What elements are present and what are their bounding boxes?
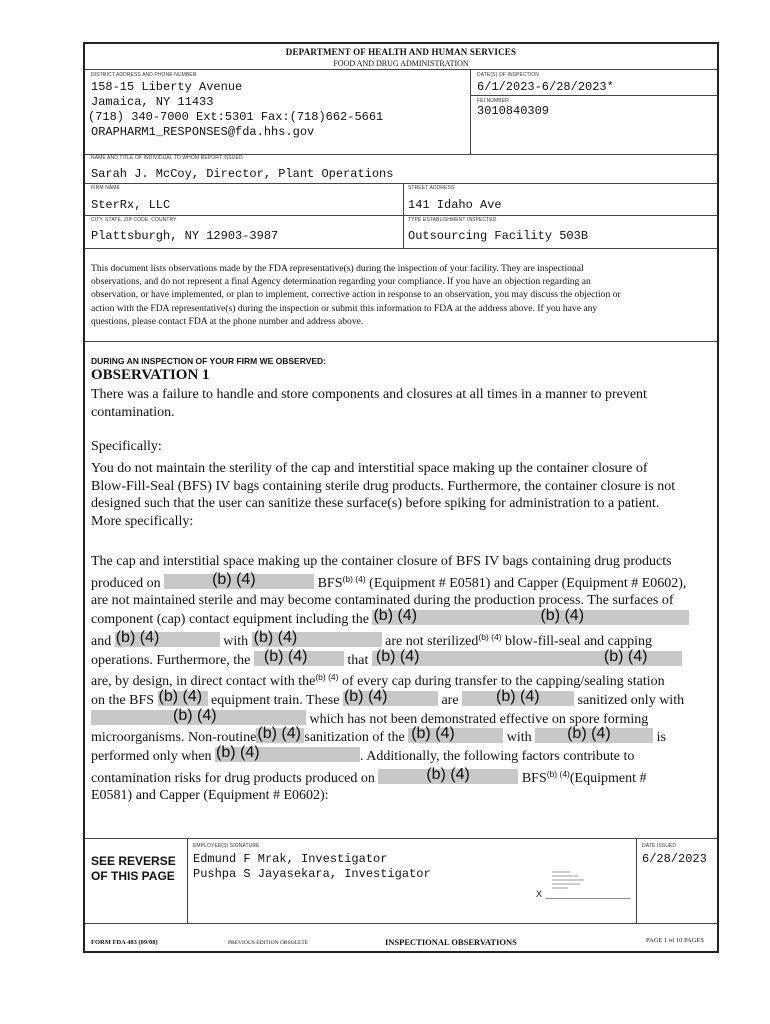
inspection-dates: 6/1/2023-6/28/2023* — [477, 80, 614, 94]
street-address: 141 Idaho Ave — [408, 198, 502, 212]
text-run: sanitization of the — [304, 730, 405, 746]
text-line: You do not maintain the sterility of the cap and interstitial space making up the container closure of — [91, 461, 648, 476]
intro-line: observation, or have implemented, or plan to implement, corrective action in response to an observation, you may discuss the objection or — [91, 289, 621, 301]
previous-edition-note: PREVIOUS EDITION OBSOLETE — [228, 940, 309, 946]
redaction-box — [164, 570, 314, 589]
city-state-zip: Plattsburgh, NY 12903-3987 — [91, 229, 279, 243]
employee-signature-label: EMPLOYEE(S) SIGNATURE — [193, 843, 260, 849]
see-reverse-note — [91, 854, 176, 884]
redaction-label: (b) (4) — [375, 647, 420, 665]
divider — [85, 215, 717, 216]
divider — [85, 341, 717, 342]
text-line: More specifically: — [91, 514, 194, 530]
text-run: BFS — [317, 575, 343, 591]
redaction-box — [408, 725, 503, 743]
date-issued-label: DATE ISSUED — [642, 843, 677, 849]
divider — [85, 248, 717, 249]
observation-heading: DURING AN INSPECTION OF YOUR FIRM WE OBSERVED: — [91, 356, 327, 366]
text-line: designed such that the user can sanitize these surface(s) before spiking for administration to a patient. — [91, 496, 660, 512]
redaction-label: (b) (4) — [546, 768, 570, 779]
redaction-box — [343, 687, 438, 706]
text-run: of every cap during transfer to the capping/sealing station — [341, 674, 665, 690]
redaction-label: (b) (4) — [158, 687, 203, 705]
text-run: which has not been demonstrated effective on spore forming — [309, 711, 649, 727]
redaction-label: (b) (4) — [257, 725, 301, 743]
redaction-label: (b) (4) — [253, 628, 298, 646]
redaction-box — [378, 765, 518, 784]
intro-line: action with the FDA representative(s) during the inspection or submit this information to FDA at the address above. If you have any — [91, 302, 598, 314]
district-label: DISTRICT ADDRESS AND PHONE NUMBER — [91, 72, 197, 78]
text-line — [91, 706, 717, 729]
text-line: There was a failure to handle and store components and closures at all times in a manner to prevent — [91, 387, 647, 402]
inspection-dates-label: DATE(S) OF INSPECTION — [477, 72, 540, 78]
redaction-box — [254, 647, 344, 666]
electronic-signature — [534, 867, 630, 903]
see-reverse-line: OF THIS PAGE — [91, 869, 175, 883]
text-run: produced on — [91, 575, 161, 591]
fei-number: 3010840309 — [477, 104, 550, 118]
redaction-label: (b) (4) — [373, 607, 418, 625]
intro-notice — [91, 262, 713, 328]
redaction-label: (b) (4) — [212, 570, 256, 588]
text-run: on the BFS — [91, 692, 155, 708]
text-line: E0581) and Capper (Equipment # E0602): — [91, 788, 329, 804]
divider — [187, 838, 188, 923]
signature-x-mark: X — [536, 889, 543, 899]
establishment-type-label: TYPE ESTABLISHMENT INSPECTED — [408, 217, 497, 223]
page-number: PAGE 1 of 10 PAGES — [646, 937, 705, 944]
district-address-1: 158-15 Liberty Avenue — [91, 80, 243, 94]
fei-label: FEI NUMBER — [477, 98, 509, 104]
text-run: blow-fill-seal and capping — [505, 633, 652, 649]
text-run: are, by design, in direct contact with the — [91, 674, 316, 690]
text-line — [91, 607, 717, 629]
observation-redacted-text — [91, 553, 717, 805]
text-line: contamination. — [91, 404, 175, 420]
redaction-box — [115, 628, 220, 647]
recipient-name: Sarah J. McCoy, Director, Plant Operations — [91, 167, 394, 181]
digital-signature-stamp-icon — [550, 869, 590, 891]
see-reverse-line: SEE REVERSE — [91, 854, 176, 868]
redaction-label: (b) (4) — [173, 706, 217, 724]
redaction-box — [372, 607, 689, 625]
redaction-label: (b) (4) — [540, 607, 585, 625]
establishment-type: Outsourcing Facility 503B — [408, 229, 589, 243]
redaction-box — [91, 706, 306, 725]
department-title: DEPARTMENT OF HEALTH AND HUMAN SERVICES — [285, 47, 517, 57]
firm-name-label: FIRM NAME — [91, 185, 120, 191]
agency-title: FOOD AND DRUG ADMINISTRATION — [333, 59, 469, 68]
text-run: (Equipment # E0581) and Capper (Equipment # E0602), — [369, 575, 687, 591]
text-line — [91, 766, 717, 788]
divider — [636, 838, 637, 923]
text-run: is — [656, 730, 666, 746]
street-label: STREET ADDRESS — [408, 185, 455, 191]
text-line — [91, 647, 717, 670]
redaction-label: (b) (4) — [478, 631, 502, 642]
redaction-label: (b) (4) — [216, 744, 260, 762]
observation-summary — [91, 386, 647, 421]
redaction-label: (b) (4) — [411, 725, 455, 743]
text-run: microorganisms. Non-routine — [91, 730, 257, 746]
district-email: ORAPHARM1_RESPONSES@fda.hhs.gov — [91, 125, 315, 139]
redaction-label: (b) (4) — [342, 573, 366, 584]
redaction-label: (b) (4) — [603, 647, 648, 665]
intro-line: questions, please contact FDA at the phone number and address above. — [91, 315, 364, 327]
firm-name: SterRx, LLC — [91, 198, 171, 212]
redaction-label: (b) (4) — [315, 672, 339, 683]
redaction-label: (b) (4) — [567, 725, 611, 743]
redaction-label: (b) (4) — [343, 687, 388, 705]
text-run: and — [91, 633, 112, 649]
text-run: performed only when — [91, 749, 212, 765]
text-run: with — [506, 730, 532, 746]
redaction-label: (b) (4) — [496, 687, 540, 705]
investigator-1: Edmund F Mrak, Investigator — [193, 852, 388, 866]
observation-title: OBSERVATION 1 — [91, 367, 210, 383]
recipient-label: NAME AND TITLE OF INDIVIDUAL TO WHOM REPORT ISSUED — [91, 155, 243, 161]
text-run: equipment train. These — [211, 692, 340, 708]
text-run: are — [441, 692, 459, 708]
form-title: INSPECTIONAL OBSERVATIONS — [385, 937, 517, 947]
divider — [85, 69, 717, 70]
text-run: operations. Furthermore, the — [91, 652, 251, 668]
observation-detail — [91, 460, 675, 531]
text-run: (Equipment # — [569, 770, 647, 786]
divider — [85, 923, 717, 924]
redaction-box — [462, 687, 574, 706]
text-run: contamination risks for drug products produced on — [91, 770, 375, 786]
text-run: are not sterilized — [385, 633, 479, 649]
redaction-label: (b) (4) — [263, 647, 308, 665]
divider — [470, 69, 471, 154]
text-run: sanitized only with — [577, 692, 685, 708]
district-address-2: Jamaica, NY 11433 — [91, 95, 214, 109]
divider — [471, 95, 717, 96]
city-label: CITY, STATE, ZIP CODE, COUNTRY — [91, 217, 177, 223]
text-line: are not maintained sterile and may become contaminated during the production process. The surfaces of — [91, 593, 674, 609]
text-run: component (cap) contact equipment including the — [91, 612, 369, 628]
divider — [85, 838, 717, 839]
redaction-box — [215, 744, 360, 762]
text-line — [91, 744, 717, 766]
divider — [85, 183, 717, 184]
text-run: . Additionally, the following factors contribute to — [360, 749, 635, 765]
redaction-box — [535, 725, 653, 743]
redaction-box — [372, 647, 682, 666]
investigator-2: Pushpa S Jayasekara, Investigator — [193, 867, 431, 881]
intro-line: observations, and do not represent a final Agency determination regarding your compliance. If you have an objection regarding an — [91, 276, 591, 288]
redaction-label: (b) (4) — [426, 765, 470, 783]
intro-line: This document lists observations made by the FDA representative(s) during the inspection of your facility. They are inspectional — [91, 263, 584, 274]
specifically-label: Specifically: — [91, 439, 162, 454]
text-line — [91, 571, 717, 593]
form-number: FORM FDA 483 (09/08) — [91, 939, 158, 946]
text-run: that — [347, 652, 369, 668]
text-line: Blow-Fill-Seal (BFS) IV bags containing sterile drug products. Furthermore, the container closure is not — [91, 478, 676, 494]
signature-line — [546, 898, 630, 899]
redaction-box — [252, 628, 382, 647]
redaction-box — [256, 725, 304, 743]
text-line — [91, 725, 717, 747]
text-line: The cap and interstitial space making up the container closure of BFS IV bags containing drug products — [91, 554, 672, 569]
redaction-label: (b) (4) — [115, 628, 160, 646]
redaction-box — [158, 687, 208, 706]
text-run: BFS — [521, 770, 547, 786]
district-phone: (718) 340-7000 Ext:5301 Fax:(718)662-5661 — [88, 110, 384, 124]
date-issued: 6/28/2023 — [642, 852, 707, 866]
text-run: with — [223, 633, 249, 649]
